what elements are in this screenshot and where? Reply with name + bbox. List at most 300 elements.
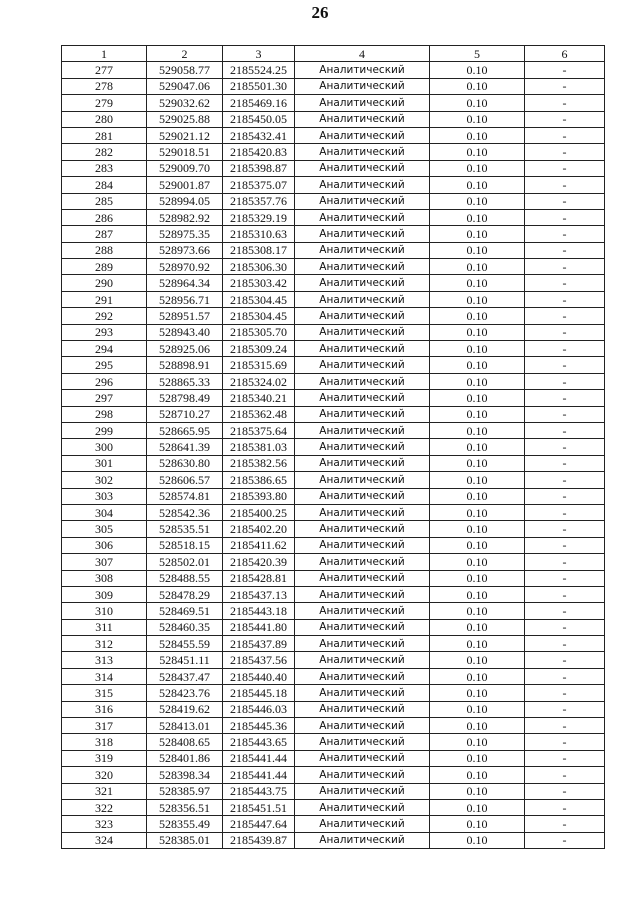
y-coordinate-cell: 2185400.25 xyxy=(223,504,295,520)
point-number-cell: 285 xyxy=(62,193,147,209)
method-cell: Аналитический xyxy=(295,144,430,160)
x-coordinate-cell: 528994.05 xyxy=(147,193,223,209)
x-coordinate-cell: 528502.01 xyxy=(147,554,223,570)
accuracy-cell: 0.10 xyxy=(430,373,525,389)
point-number-cell: 281 xyxy=(62,127,147,143)
accuracy-cell: 0.10 xyxy=(430,177,525,193)
point-number-cell: 293 xyxy=(62,324,147,340)
note-cell: - xyxy=(525,521,605,537)
method-cell: Аналитический xyxy=(295,275,430,291)
method-cell: Аналитический xyxy=(295,570,430,586)
x-coordinate-cell: 528413.01 xyxy=(147,718,223,734)
method-cell: Аналитический xyxy=(295,636,430,652)
accuracy-cell: 0.10 xyxy=(430,193,525,209)
note-cell: - xyxy=(525,586,605,602)
point-number-cell: 306 xyxy=(62,537,147,553)
note-cell: - xyxy=(525,455,605,471)
x-coordinate-cell: 528943.40 xyxy=(147,324,223,340)
column-header: 1 xyxy=(62,46,147,62)
point-number-cell: 315 xyxy=(62,685,147,701)
note-cell: - xyxy=(525,324,605,340)
point-number-cell: 318 xyxy=(62,734,147,750)
table-row xyxy=(62,406,605,422)
method-cell: Аналитический xyxy=(295,619,430,635)
point-number-cell: 312 xyxy=(62,636,147,652)
accuracy-cell: 0.10 xyxy=(430,422,525,438)
table-row xyxy=(62,554,605,570)
x-coordinate-cell: 528437.47 xyxy=(147,668,223,684)
point-number-cell: 298 xyxy=(62,406,147,422)
point-number-cell: 309 xyxy=(62,586,147,602)
note-cell: - xyxy=(525,488,605,504)
table-row xyxy=(62,652,605,668)
note-cell: - xyxy=(525,734,605,750)
point-number-cell: 323 xyxy=(62,816,147,832)
y-coordinate-cell: 2185304.45 xyxy=(223,308,295,324)
x-coordinate-cell: 528408.65 xyxy=(147,734,223,750)
point-number-cell: 314 xyxy=(62,668,147,684)
note-cell: - xyxy=(525,472,605,488)
accuracy-cell: 0.10 xyxy=(430,586,525,602)
y-coordinate-cell: 2185375.07 xyxy=(223,177,295,193)
point-number-cell: 305 xyxy=(62,521,147,537)
x-coordinate-cell: 528973.66 xyxy=(147,242,223,258)
point-number-cell: 322 xyxy=(62,799,147,815)
y-coordinate-cell: 2185386.65 xyxy=(223,472,295,488)
accuracy-cell: 0.10 xyxy=(430,324,525,340)
table-row xyxy=(62,472,605,488)
y-coordinate-cell: 2185439.87 xyxy=(223,832,295,848)
note-cell: - xyxy=(525,95,605,111)
y-coordinate-cell: 2185375.64 xyxy=(223,422,295,438)
table-row xyxy=(62,537,605,553)
x-coordinate-cell: 528630.80 xyxy=(147,455,223,471)
accuracy-cell: 0.10 xyxy=(430,537,525,553)
y-coordinate-cell: 2185443.65 xyxy=(223,734,295,750)
y-coordinate-cell: 2185305.70 xyxy=(223,324,295,340)
x-coordinate-cell: 528898.91 xyxy=(147,357,223,373)
method-cell: Аналитический xyxy=(295,259,430,275)
note-cell: - xyxy=(525,422,605,438)
y-coordinate-cell: 2185441.44 xyxy=(223,750,295,766)
x-coordinate-cell: 528398.34 xyxy=(147,767,223,783)
x-coordinate-cell: 528665.95 xyxy=(147,422,223,438)
x-coordinate-cell: 528385.01 xyxy=(147,832,223,848)
note-cell: - xyxy=(525,308,605,324)
x-coordinate-cell: 528419.62 xyxy=(147,701,223,717)
method-cell: Аналитический xyxy=(295,586,430,602)
note-cell: - xyxy=(525,406,605,422)
point-number-cell: 302 xyxy=(62,472,147,488)
x-coordinate-cell: 528423.76 xyxy=(147,685,223,701)
y-coordinate-cell: 2185441.80 xyxy=(223,619,295,635)
y-coordinate-cell: 2185524.25 xyxy=(223,62,295,78)
note-cell: - xyxy=(525,259,605,275)
method-cell: Аналитический xyxy=(295,455,430,471)
accuracy-cell: 0.10 xyxy=(430,504,525,520)
y-coordinate-cell: 2185304.45 xyxy=(223,291,295,307)
method-cell: Аналитический xyxy=(295,832,430,848)
point-number-cell: 291 xyxy=(62,291,147,307)
y-coordinate-cell: 2185450.05 xyxy=(223,111,295,127)
note-cell: - xyxy=(525,832,605,848)
point-number-cell: 277 xyxy=(62,62,147,78)
method-cell: Аналитический xyxy=(295,472,430,488)
x-coordinate-cell: 528535.51 xyxy=(147,521,223,537)
note-cell: - xyxy=(525,439,605,455)
table-row xyxy=(62,636,605,652)
y-coordinate-cell: 2185443.18 xyxy=(223,603,295,619)
method-cell: Аналитический xyxy=(295,783,430,799)
x-coordinate-cell: 529018.51 xyxy=(147,144,223,160)
accuracy-cell: 0.10 xyxy=(430,406,525,422)
x-coordinate-cell: 528385.97 xyxy=(147,783,223,799)
accuracy-cell: 0.10 xyxy=(430,275,525,291)
note-cell: - xyxy=(525,554,605,570)
table-row xyxy=(62,390,605,406)
accuracy-cell: 0.10 xyxy=(430,750,525,766)
method-cell: Аналитический xyxy=(295,750,430,766)
table-row xyxy=(62,685,605,701)
accuracy-cell: 0.10 xyxy=(430,455,525,471)
note-cell: - xyxy=(525,767,605,783)
note-cell: - xyxy=(525,799,605,815)
column-header: 5 xyxy=(430,46,525,62)
point-number-cell: 320 xyxy=(62,767,147,783)
note-cell: - xyxy=(525,291,605,307)
point-number-cell: 308 xyxy=(62,570,147,586)
x-coordinate-cell: 529021.12 xyxy=(147,127,223,143)
accuracy-cell: 0.10 xyxy=(430,144,525,160)
point-number-cell: 319 xyxy=(62,750,147,766)
x-coordinate-cell: 528356.51 xyxy=(147,799,223,815)
accuracy-cell: 0.10 xyxy=(430,668,525,684)
accuracy-cell: 0.10 xyxy=(430,472,525,488)
accuracy-cell: 0.10 xyxy=(430,111,525,127)
x-coordinate-cell: 529001.87 xyxy=(147,177,223,193)
x-coordinate-cell: 528460.35 xyxy=(147,619,223,635)
y-coordinate-cell: 2185310.63 xyxy=(223,226,295,242)
point-number-cell: 299 xyxy=(62,422,147,438)
table-row xyxy=(62,275,605,291)
x-coordinate-cell: 529047.06 xyxy=(147,78,223,94)
y-coordinate-cell: 2185428.81 xyxy=(223,570,295,586)
note-cell: - xyxy=(525,816,605,832)
table-row xyxy=(62,799,605,815)
method-cell: Аналитический xyxy=(295,488,430,504)
x-coordinate-cell: 528975.35 xyxy=(147,226,223,242)
accuracy-cell: 0.10 xyxy=(430,783,525,799)
table-row xyxy=(62,62,605,78)
y-coordinate-cell: 2185443.75 xyxy=(223,783,295,799)
accuracy-cell: 0.10 xyxy=(430,816,525,832)
column-header: 6 xyxy=(525,46,605,62)
note-cell: - xyxy=(525,685,605,701)
x-coordinate-cell: 528982.92 xyxy=(147,209,223,225)
point-number-cell: 287 xyxy=(62,226,147,242)
point-number-cell: 290 xyxy=(62,275,147,291)
note-cell: - xyxy=(525,537,605,553)
table-row xyxy=(62,668,605,684)
table-body xyxy=(62,62,605,849)
note-cell: - xyxy=(525,718,605,734)
column-header: 4 xyxy=(295,46,430,62)
method-cell: Аналитический xyxy=(295,390,430,406)
note-cell: - xyxy=(525,127,605,143)
x-coordinate-cell: 528956.71 xyxy=(147,291,223,307)
x-coordinate-cell: 529032.62 xyxy=(147,95,223,111)
method-cell: Аналитический xyxy=(295,504,430,520)
x-coordinate-cell: 528401.86 xyxy=(147,750,223,766)
accuracy-cell: 0.10 xyxy=(430,209,525,225)
accuracy-cell: 0.10 xyxy=(430,652,525,668)
table-row xyxy=(62,701,605,717)
note-cell: - xyxy=(525,341,605,357)
method-cell: Аналитический xyxy=(295,111,430,127)
point-number-cell: 280 xyxy=(62,111,147,127)
x-coordinate-cell: 528488.55 xyxy=(147,570,223,586)
accuracy-cell: 0.10 xyxy=(430,127,525,143)
table-row xyxy=(62,324,605,340)
note-cell: - xyxy=(525,636,605,652)
accuracy-cell: 0.10 xyxy=(430,160,525,176)
method-cell: Аналитический xyxy=(295,554,430,570)
point-number-cell: 311 xyxy=(62,619,147,635)
point-number-cell: 284 xyxy=(62,177,147,193)
note-cell: - xyxy=(525,242,605,258)
table-row xyxy=(62,832,605,848)
y-coordinate-cell: 2185469.16 xyxy=(223,95,295,111)
column-header: 3 xyxy=(223,46,295,62)
point-number-cell: 304 xyxy=(62,504,147,520)
accuracy-cell: 0.10 xyxy=(430,636,525,652)
note-cell: - xyxy=(525,619,605,635)
note-cell: - xyxy=(525,111,605,127)
accuracy-cell: 0.10 xyxy=(430,78,525,94)
y-coordinate-cell: 2185420.83 xyxy=(223,144,295,160)
x-coordinate-cell: 528970.92 xyxy=(147,259,223,275)
method-cell: Аналитический xyxy=(295,685,430,701)
y-coordinate-cell: 2185402.20 xyxy=(223,521,295,537)
note-cell: - xyxy=(525,504,605,520)
point-number-cell: 324 xyxy=(62,832,147,848)
note-cell: - xyxy=(525,209,605,225)
note-cell: - xyxy=(525,144,605,160)
note-cell: - xyxy=(525,701,605,717)
table-row xyxy=(62,160,605,176)
point-number-cell: 307 xyxy=(62,554,147,570)
method-cell: Аналитический xyxy=(295,373,430,389)
table-row xyxy=(62,341,605,357)
method-cell: Аналитический xyxy=(295,422,430,438)
point-number-cell: 300 xyxy=(62,439,147,455)
accuracy-cell: 0.10 xyxy=(430,799,525,815)
y-coordinate-cell: 2185451.51 xyxy=(223,799,295,815)
table-row xyxy=(62,586,605,602)
point-number-cell: 294 xyxy=(62,341,147,357)
table-row xyxy=(62,291,605,307)
point-number-cell: 316 xyxy=(62,701,147,717)
note-cell: - xyxy=(525,193,605,209)
x-coordinate-cell: 528574.81 xyxy=(147,488,223,504)
accuracy-cell: 0.10 xyxy=(430,685,525,701)
accuracy-cell: 0.10 xyxy=(430,341,525,357)
note-cell: - xyxy=(525,570,605,586)
note-cell: - xyxy=(525,750,605,766)
x-coordinate-cell: 528542.36 xyxy=(147,504,223,520)
table-row xyxy=(62,373,605,389)
y-coordinate-cell: 2185303.42 xyxy=(223,275,295,291)
table-row xyxy=(62,734,605,750)
table-row xyxy=(62,488,605,504)
y-coordinate-cell: 2185393.80 xyxy=(223,488,295,504)
page-number: 26 xyxy=(311,3,329,22)
table-row xyxy=(62,603,605,619)
point-number-cell: 303 xyxy=(62,488,147,504)
table-row xyxy=(62,226,605,242)
accuracy-cell: 0.10 xyxy=(430,832,525,848)
table-row xyxy=(62,750,605,766)
table-row xyxy=(62,422,605,438)
accuracy-cell: 0.10 xyxy=(430,734,525,750)
x-coordinate-cell: 529058.77 xyxy=(147,62,223,78)
y-coordinate-cell: 2185324.02 xyxy=(223,373,295,389)
table-row xyxy=(62,570,605,586)
y-coordinate-cell: 2185308.17 xyxy=(223,242,295,258)
accuracy-cell: 0.10 xyxy=(430,554,525,570)
point-number-cell: 278 xyxy=(62,78,147,94)
table-row xyxy=(62,95,605,111)
table-row xyxy=(62,242,605,258)
table-row xyxy=(62,619,605,635)
note-cell: - xyxy=(525,78,605,94)
note-cell: - xyxy=(525,603,605,619)
x-coordinate-cell: 528951.57 xyxy=(147,308,223,324)
accuracy-cell: 0.10 xyxy=(430,357,525,373)
accuracy-cell: 0.10 xyxy=(430,259,525,275)
method-cell: Аналитический xyxy=(295,701,430,717)
table-row xyxy=(62,816,605,832)
column-header: 2 xyxy=(147,46,223,62)
method-cell: Аналитический xyxy=(295,799,430,815)
method-cell: Аналитический xyxy=(295,734,430,750)
table-row xyxy=(62,521,605,537)
table-row xyxy=(62,78,605,94)
y-coordinate-cell: 2185340.21 xyxy=(223,390,295,406)
note-cell: - xyxy=(525,275,605,291)
point-number-cell: 279 xyxy=(62,95,147,111)
table-row xyxy=(62,783,605,799)
point-number-cell: 282 xyxy=(62,144,147,160)
x-coordinate-cell: 529025.88 xyxy=(147,111,223,127)
table-row xyxy=(62,718,605,734)
accuracy-cell: 0.10 xyxy=(430,570,525,586)
accuracy-cell: 0.10 xyxy=(430,619,525,635)
table-row xyxy=(62,357,605,373)
x-coordinate-cell: 528518.15 xyxy=(147,537,223,553)
accuracy-cell: 0.10 xyxy=(430,226,525,242)
note-cell: - xyxy=(525,226,605,242)
method-cell: Аналитический xyxy=(295,668,430,684)
point-number-cell: 313 xyxy=(62,652,147,668)
point-number-cell: 297 xyxy=(62,390,147,406)
note-cell: - xyxy=(525,357,605,373)
point-number-cell: 296 xyxy=(62,373,147,389)
point-number-cell: 301 xyxy=(62,455,147,471)
table-row xyxy=(62,767,605,783)
x-coordinate-cell: 528355.49 xyxy=(147,816,223,832)
x-coordinate-cell: 528710.27 xyxy=(147,406,223,422)
method-cell: Аналитический xyxy=(295,242,430,258)
note-cell: - xyxy=(525,160,605,176)
y-coordinate-cell: 2185306.30 xyxy=(223,259,295,275)
method-cell: Аналитический xyxy=(295,341,430,357)
method-cell: Аналитический xyxy=(295,127,430,143)
note-cell: - xyxy=(525,668,605,684)
y-coordinate-cell: 2185315.69 xyxy=(223,357,295,373)
method-cell: Аналитический xyxy=(295,324,430,340)
y-coordinate-cell: 2185445.18 xyxy=(223,685,295,701)
method-cell: Аналитический xyxy=(295,439,430,455)
y-coordinate-cell: 2185437.13 xyxy=(223,586,295,602)
accuracy-cell: 0.10 xyxy=(430,701,525,717)
y-coordinate-cell: 2185437.89 xyxy=(223,636,295,652)
table-header-row xyxy=(62,46,605,62)
y-coordinate-cell: 2185420.39 xyxy=(223,554,295,570)
x-coordinate-cell: 528641.39 xyxy=(147,439,223,455)
accuracy-cell: 0.10 xyxy=(430,521,525,537)
y-coordinate-cell: 2185382.56 xyxy=(223,455,295,471)
note-cell: - xyxy=(525,373,605,389)
note-cell: - xyxy=(525,783,605,799)
method-cell: Аналитический xyxy=(295,308,430,324)
accuracy-cell: 0.10 xyxy=(430,390,525,406)
accuracy-cell: 0.10 xyxy=(430,291,525,307)
accuracy-cell: 0.10 xyxy=(430,242,525,258)
method-cell: Аналитический xyxy=(295,652,430,668)
accuracy-cell: 0.10 xyxy=(430,439,525,455)
y-coordinate-cell: 2185357.76 xyxy=(223,193,295,209)
method-cell: Аналитический xyxy=(295,816,430,832)
point-number-cell: 317 xyxy=(62,718,147,734)
method-cell: Аналитический xyxy=(295,177,430,193)
method-cell: Аналитический xyxy=(295,95,430,111)
table-row xyxy=(62,308,605,324)
y-coordinate-cell: 2185381.03 xyxy=(223,439,295,455)
accuracy-cell: 0.10 xyxy=(430,603,525,619)
x-coordinate-cell: 528478.29 xyxy=(147,586,223,602)
method-cell: Аналитический xyxy=(295,718,430,734)
method-cell: Аналитический xyxy=(295,357,430,373)
point-number-cell: 286 xyxy=(62,209,147,225)
y-coordinate-cell: 2185501.30 xyxy=(223,78,295,94)
accuracy-cell: 0.10 xyxy=(430,767,525,783)
table-row xyxy=(62,209,605,225)
point-number-cell: 292 xyxy=(62,308,147,324)
point-number-cell: 289 xyxy=(62,259,147,275)
x-coordinate-cell: 528455.59 xyxy=(147,636,223,652)
x-coordinate-cell: 528451.11 xyxy=(147,652,223,668)
point-number-cell: 295 xyxy=(62,357,147,373)
method-cell: Аналитический xyxy=(295,521,430,537)
y-coordinate-cell: 2185362.48 xyxy=(223,406,295,422)
method-cell: Аналитический xyxy=(295,603,430,619)
x-coordinate-cell: 528469.51 xyxy=(147,603,223,619)
table-row xyxy=(62,111,605,127)
method-cell: Аналитический xyxy=(295,209,430,225)
y-coordinate-cell: 2185437.56 xyxy=(223,652,295,668)
method-cell: Аналитический xyxy=(295,226,430,242)
